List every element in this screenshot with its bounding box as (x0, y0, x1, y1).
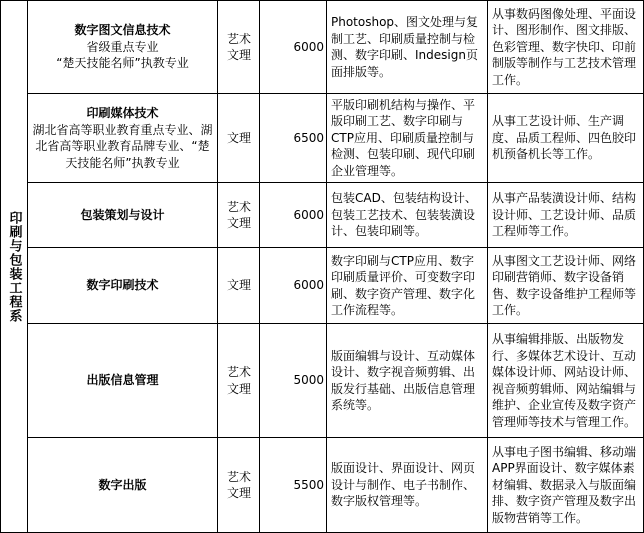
subjects-cell (218, 183, 260, 248)
subject-line: 文理 (227, 486, 252, 500)
fee-cell: 6000 (260, 248, 327, 324)
major-cell (28, 94, 218, 183)
subject-line: 艺术 (227, 199, 252, 214)
major-cell (28, 248, 218, 324)
table-row (1, 94, 644, 183)
careers-cell: 从事产品装潢设计师、结构设计师、工艺设计师、品质工程师等工作。 (488, 183, 644, 248)
subject-line: 艺术 (227, 469, 252, 484)
major-name: 数字印刷技术 (86, 278, 159, 293)
fee-cell: 6000 (260, 1, 327, 94)
courses-cell: 包装CAD、包装结构设计、包装工艺技术、包装装潢设计、包装印刷等。 (327, 183, 488, 248)
major-name: 出版信息管理 (86, 373, 159, 388)
fee-cell: 5500 (260, 438, 327, 533)
careers-cell: 从事工艺设计师、生产调度、品质工程师、四色胶印机预备机长等工作。 (488, 94, 644, 183)
courses-cell: 平版印刷机结构与操作、平版印刷工艺、数字印刷与CTP应用、印刷质量控制与检测、包装印刷、现代印刷企业管理等。 (327, 94, 488, 183)
table-row (1, 1, 644, 94)
subject-line: 艺术 (227, 31, 252, 46)
subject-line: 艺术 (227, 365, 252, 379)
table-row (1, 438, 644, 533)
major-note-line: “楚天技能名师”执教专业 (56, 56, 189, 71)
courses-cell: 数字印刷与CTP应用、数字印刷质量评价、可变数字印刷、数字资产管理、数字化工作流程等。 (327, 248, 488, 324)
major-name: 数字出版 (98, 477, 147, 492)
fee-cell: 6500 (260, 94, 327, 183)
major-note-line: 省级重点专业 (86, 39, 159, 54)
table-row (1, 248, 644, 324)
courses-cell: 版面设计、界面设计、网页设计与制作、电子书制作、数字版权管理等。 (327, 438, 488, 533)
fee-cell: 5000 (260, 324, 327, 438)
subjects-cell (218, 1, 260, 94)
major-cell (28, 1, 218, 94)
courses-cell: 版面编辑与设计、互动媒体设计、数字视音频剪辑、出版发行基础、出版信息管理系统等。 (327, 324, 488, 438)
subject-line: 文理 (227, 48, 252, 62)
subjects-cell: 文理 (218, 94, 260, 183)
careers-cell: 从事图文工艺设计师、网络印刷营销师、数字设备销售、数字设备维护工程师等工作。 (488, 248, 644, 324)
subject-line: 文理 (227, 216, 252, 230)
major-note: 湖北省高等职业教育重点专业、湖北省高等职业教育品牌专业、“楚天技能名师”执教专业 (32, 122, 213, 170)
major-name: 印刷媒体技术 (86, 106, 159, 120)
subject-line: 文理 (227, 381, 252, 396)
courses-cell: Photoshop、图文处理与复制工艺、印刷质量控制与检测、数字印刷、Indesign页面排版等。 (327, 1, 488, 94)
major-cell (28, 438, 218, 533)
careers-cell: 从事编辑排版、出版物发行、多媒体艺术设计、互动媒体设计师、网站设计师、视音频剪辑师、网站编辑与维护、企业宣传及数字资产管理师等技术与管理工作。 (488, 324, 644, 438)
table-row (1, 324, 644, 438)
careers-cell: 从事电子图书编辑、移动端APP界面设计、数字媒体素材编辑、数据录入与版面编排、数字资产管理及数字出版物营销等工作。 (488, 438, 644, 533)
subjects-cell (218, 324, 260, 438)
department-cell: 印刷与包装工程系 (1, 1, 28, 533)
fee-cell: 6000 (260, 183, 327, 248)
major-name: 数字图文信息技术 (74, 23, 171, 38)
major-name: 包装策划与设计 (80, 207, 165, 222)
subjects-cell: 文理 (218, 248, 260, 324)
table-row (1, 183, 644, 248)
major-cell (28, 324, 218, 438)
subjects-cell (218, 438, 260, 533)
major-cell (28, 183, 218, 248)
careers-cell: 从事数码图像处理、平面设计、图形制作、图文排版、色彩管理、数字快印、印前制版等制作与工艺技术管理工作。 (488, 1, 644, 94)
